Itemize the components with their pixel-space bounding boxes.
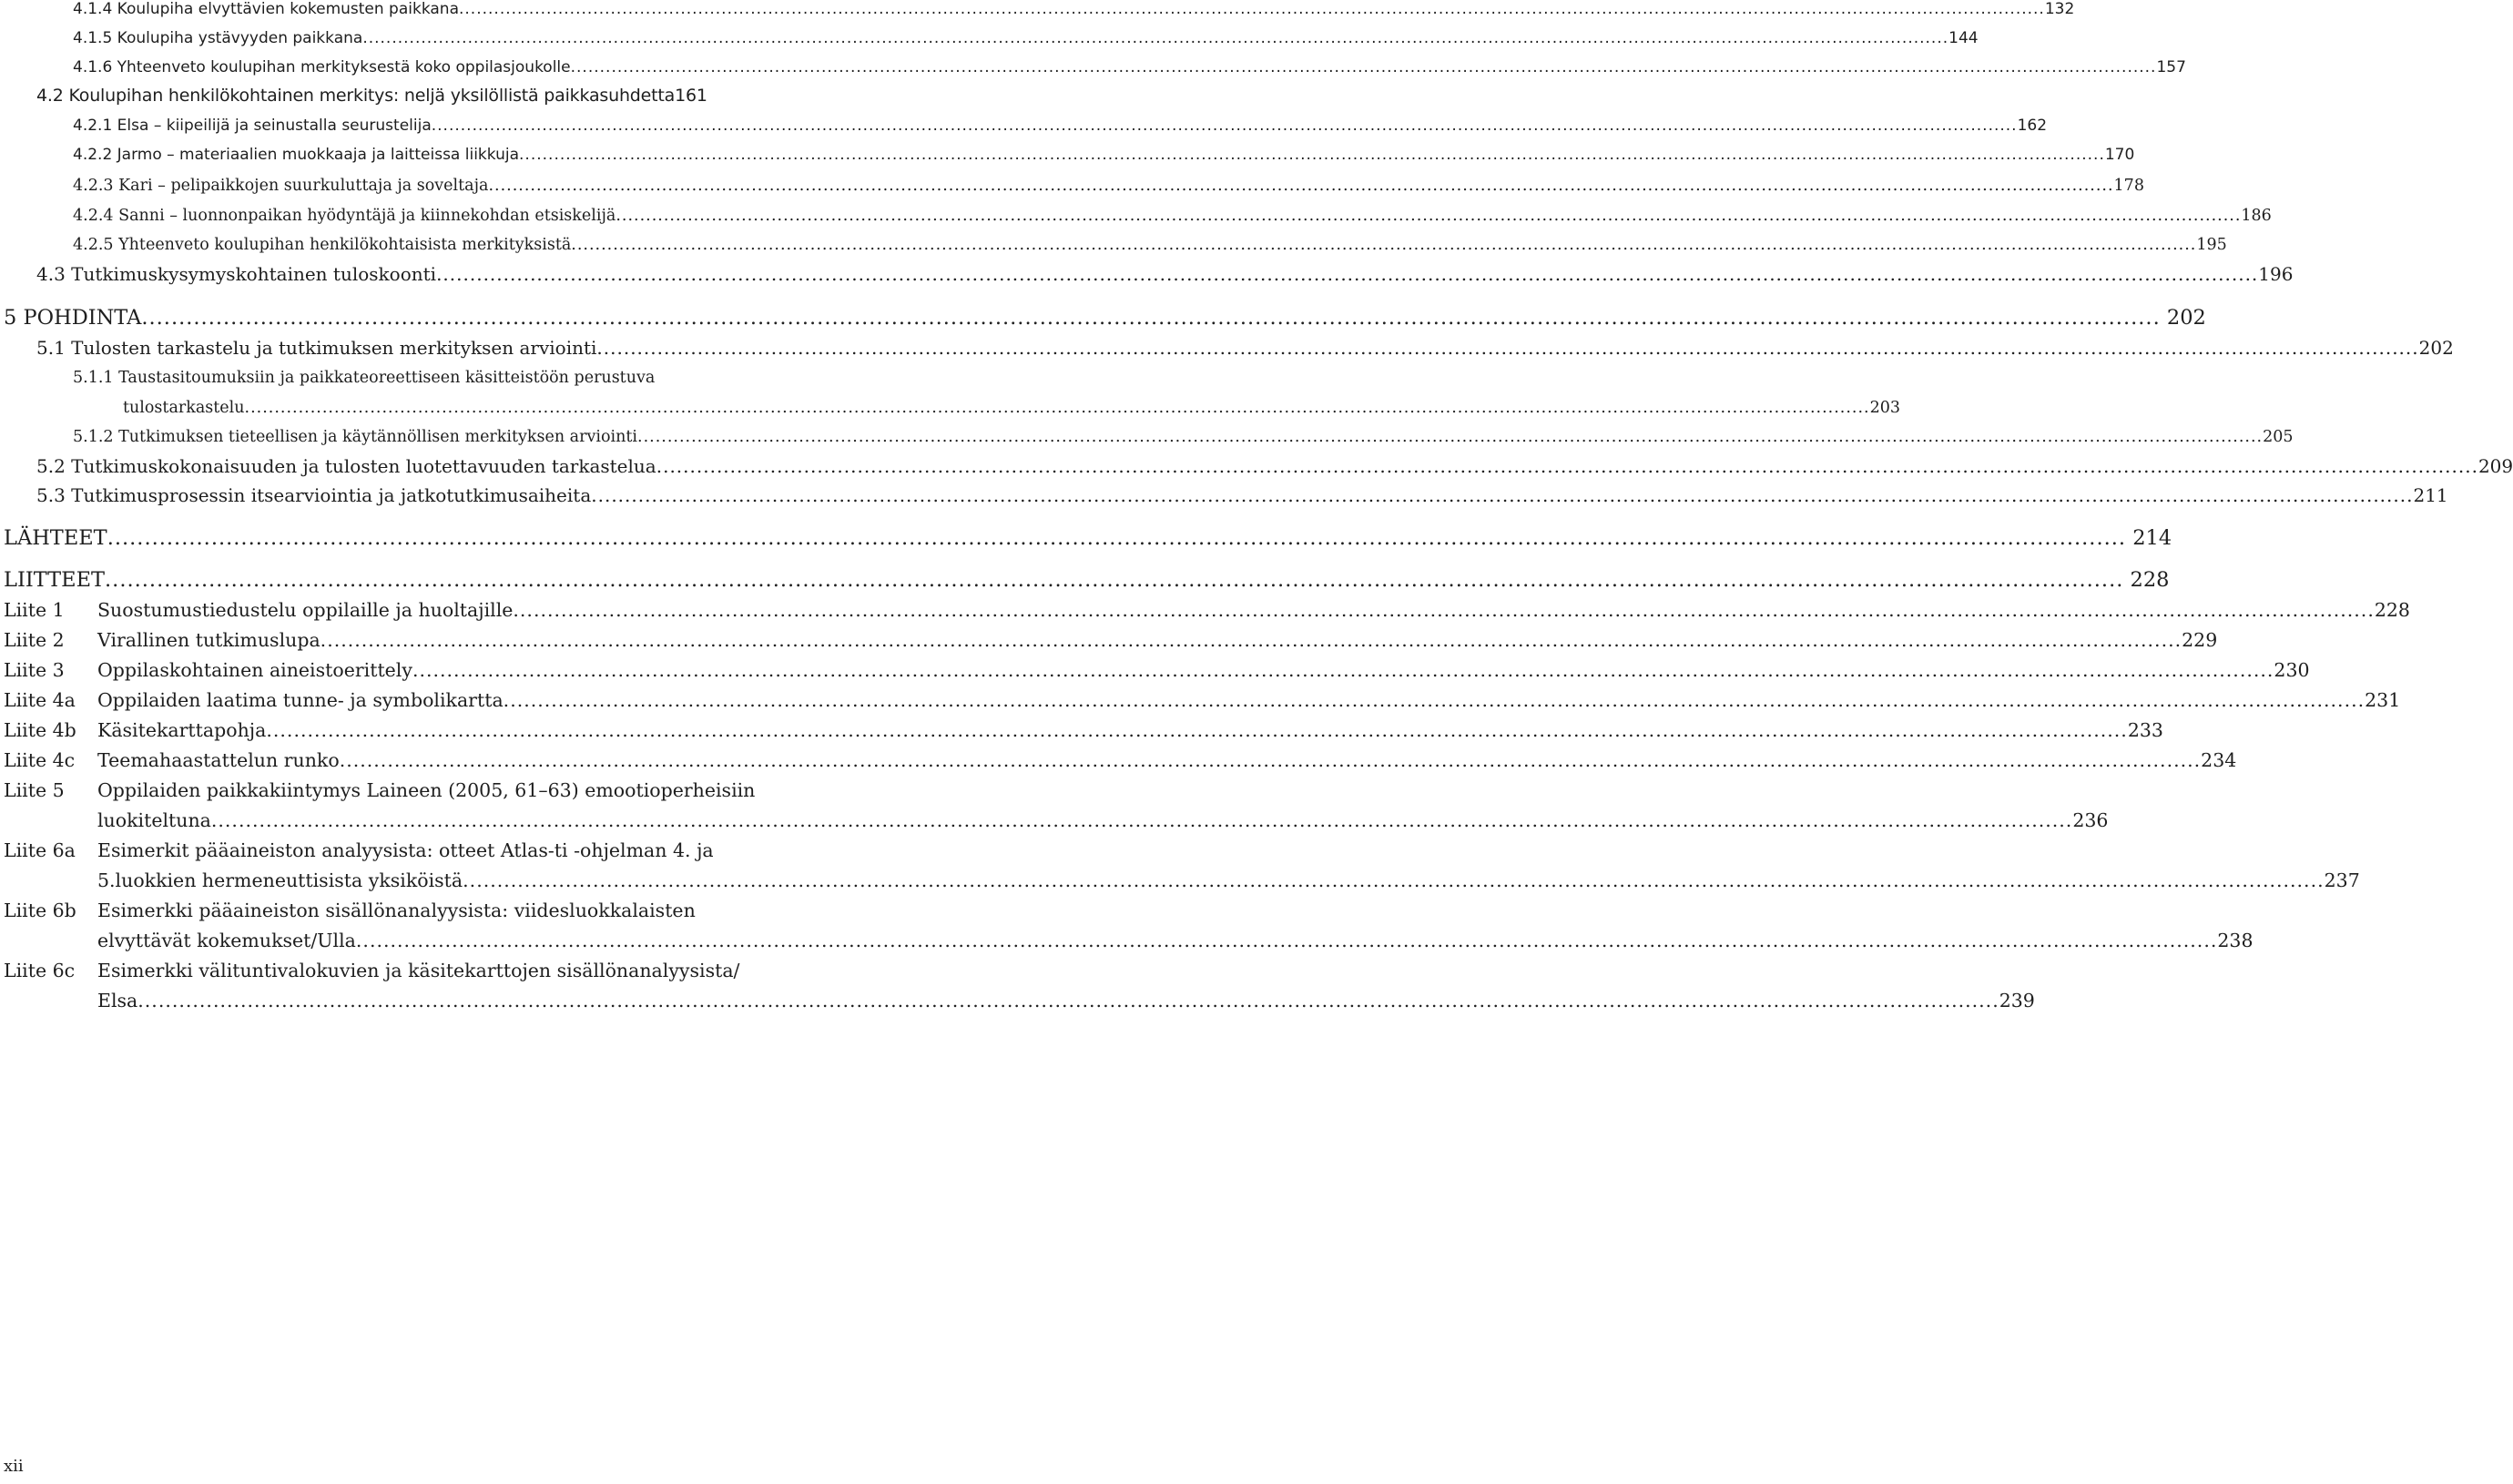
toc-title: Tutkimuskysymyskohtainen tuloskoonti bbox=[71, 263, 437, 285]
leader-dots bbox=[412, 656, 2274, 686]
toc-page: 202 bbox=[2166, 306, 2206, 330]
toc-title: Taustasitoumuksiin ja paikkateoreettiseen käsitteistöön perustuva bbox=[118, 369, 656, 387]
toc-number: 5.2 bbox=[36, 455, 66, 477]
toc-entry[interactable] bbox=[73, 29, 1979, 47]
toc-entry[interactable] bbox=[73, 207, 2272, 225]
leader-dots bbox=[320, 625, 2182, 656]
appendix-page: 239 bbox=[1999, 990, 2035, 1011]
toc-title: Elsa – kiipeilijä ja seinustalla seurustelija bbox=[117, 117, 432, 135]
toc-title: Tulosten tarkastelu ja tutkimuksen merkityksen arviointi bbox=[71, 337, 597, 359]
toc-number: 4.2.3 bbox=[73, 177, 114, 195]
toc-entry[interactable] bbox=[4, 568, 2170, 592]
appendix-label: Liite 6a bbox=[4, 839, 76, 861]
toc-number: 5.1 bbox=[36, 337, 66, 359]
toc-page: 205 bbox=[2263, 428, 2294, 446]
toc-page: 214 bbox=[2132, 526, 2172, 550]
leader-dots bbox=[504, 686, 2365, 716]
toc-number: 4.2.1 bbox=[73, 117, 113, 135]
toc-page: 195 bbox=[2196, 236, 2227, 254]
toc-number: 4.2 bbox=[36, 86, 64, 106]
toc-number: 4.2.4 bbox=[73, 207, 114, 225]
toc-entry-line2[interactable] bbox=[123, 399, 1901, 417]
leader-dots bbox=[616, 207, 2241, 225]
appendix-title: Esimerkki välituntivalokuvien ja käsitekarttojen sisällönanalyysista/ bbox=[97, 960, 740, 981]
toc-page: 186 bbox=[2241, 207, 2272, 225]
page-number: xii bbox=[4, 1457, 24, 1476]
appendix-label: Liite 4b bbox=[4, 719, 76, 741]
toc-page: 144 bbox=[1948, 29, 1979, 47]
appendix-page: 230 bbox=[2274, 659, 2310, 681]
appendix-label: Liite 2 bbox=[4, 629, 65, 651]
toc-title: Sanni – luonnonpaikan hyödyntäjä ja kiinnekohdan etsiskelijä bbox=[118, 207, 616, 225]
toc-number: 4.1.6 bbox=[73, 58, 113, 76]
toc-title: Koulupiha elvyttävien kokemusten paikkana bbox=[117, 0, 459, 18]
toc-page: 157 bbox=[2156, 58, 2186, 76]
toc-number: 4.2.2 bbox=[73, 146, 113, 164]
toc-page: 196 bbox=[2258, 263, 2294, 285]
leader-dots bbox=[637, 428, 2263, 446]
leader-dots bbox=[105, 568, 2123, 592]
toc-title-continued: tulostarkastelu bbox=[123, 399, 245, 417]
appendix-entry[interactable] bbox=[4, 956, 2035, 1016]
toc-title: Koulupihan henkilökohtainen merkitys: neljä yksilöllistä paikkasuhdetta bbox=[68, 86, 676, 106]
appendix-label: Liite 1 bbox=[4, 599, 65, 621]
toc-page: 203 bbox=[1869, 399, 1901, 417]
appendix-entry[interactable] bbox=[4, 625, 2218, 656]
toc-title: Koulupiha ystävyyden paikkana bbox=[117, 29, 363, 47]
appendix-title: Virallinen tutkimuslupa bbox=[97, 629, 320, 651]
leader-dots bbox=[432, 117, 2018, 135]
appendix-entry[interactable] bbox=[4, 776, 2109, 836]
appendix-label: Liite 4c bbox=[4, 749, 76, 771]
appendix-page: 229 bbox=[2182, 629, 2218, 651]
appendix-page: 237 bbox=[2324, 869, 2360, 891]
toc-entry[interactable] bbox=[73, 236, 2227, 254]
leader-dots bbox=[571, 58, 2157, 76]
leader-dots bbox=[488, 177, 2113, 195]
appendix-entry[interactable] bbox=[4, 746, 2237, 776]
appendix-title: Esimerkki pääaineiston sisällönanalyysista: viidesluokkalaisten bbox=[97, 900, 696, 921]
appendix-title: Esimerkit pääaineiston analyysista: otteet Atlas-ti -ohjelman 4. ja bbox=[97, 839, 714, 861]
toc-title: Jarmo – materiaalien muokkaaja ja laitteissa liikkuja bbox=[117, 146, 520, 164]
leader-dots bbox=[362, 29, 1948, 47]
toc-page: 132 bbox=[2044, 0, 2075, 18]
toc-entry[interactable] bbox=[36, 337, 2454, 359]
toc-page: 170 bbox=[2104, 146, 2135, 164]
appendix-entry[interactable] bbox=[4, 836, 2360, 896]
appendix-label: Liite 6b bbox=[4, 900, 76, 921]
appendix-title-continued: 5.luokkien hermeneuttisista yksiköistä bbox=[97, 869, 463, 891]
toc-title: Tutkimuksen tieteellisen ja käytännöllisen merkityksen arviointi bbox=[118, 428, 637, 446]
leader-dots bbox=[266, 716, 2127, 746]
appendix-title: Oppilaiden laatima tunne- ja symbolikartta bbox=[97, 689, 504, 711]
leader-dots bbox=[656, 455, 2478, 477]
appendix-page: 236 bbox=[2072, 809, 2109, 831]
leader-dots bbox=[463, 866, 2324, 896]
appendix-title: Oppilaskohtainen aineistoerittely bbox=[97, 659, 412, 681]
appendix-title-continued: luokiteltuna bbox=[97, 809, 211, 831]
leader-dots bbox=[107, 526, 2126, 550]
toc-entry-line1[interactable] bbox=[73, 369, 655, 387]
toc-entry[interactable] bbox=[4, 306, 2206, 330]
appendix-title: Suostumustiedustelu oppilaille ja huoltajille bbox=[97, 599, 514, 621]
toc-number: 5.3 bbox=[36, 484, 66, 506]
leader-dots bbox=[137, 986, 1999, 1016]
toc-entry[interactable] bbox=[36, 484, 2448, 506]
leader-dots bbox=[513, 595, 2374, 625]
leader-dots bbox=[141, 306, 2160, 330]
appendix-page: 231 bbox=[2365, 689, 2401, 711]
toc-entry[interactable] bbox=[73, 177, 2144, 195]
appendix-title: Käsitekarttapohja bbox=[97, 719, 267, 741]
toc-page: 209 bbox=[2477, 455, 2513, 477]
toc-page: 178 bbox=[2113, 177, 2144, 195]
toc-entry[interactable] bbox=[36, 86, 836, 106]
toc-entry[interactable] bbox=[73, 117, 2048, 135]
appendix-entry[interactable] bbox=[4, 686, 2401, 716]
appendix-title: Teemahaastattelun runko bbox=[97, 749, 340, 771]
toc-title: Tutkimusprosessin itsearviointia ja jatkotutkimusaiheita bbox=[71, 484, 592, 506]
toc-title: Yhteenveto koulupihan henkilökohtaisista merkityksistä bbox=[118, 236, 572, 254]
leader-dots bbox=[519, 146, 2105, 164]
appendix-page: 234 bbox=[2201, 749, 2237, 771]
toc-title: LÄHTEET bbox=[4, 526, 107, 550]
appendix-page: 233 bbox=[2127, 719, 2163, 741]
toc-entry[interactable] bbox=[73, 428, 2294, 446]
appendix-entry[interactable] bbox=[4, 896, 2254, 956]
leader-dots bbox=[459, 0, 2045, 18]
appendix-title-continued: elvyttävät kokemukset/Ulla bbox=[97, 930, 356, 951]
toc-page: 211 bbox=[2413, 484, 2448, 506]
toc-title: Yhteenveto koulupihan merkityksestä koko oppilasjoukolle bbox=[117, 58, 571, 76]
toc-page: 162 bbox=[2017, 117, 2048, 135]
toc-entry[interactable] bbox=[73, 146, 2135, 164]
toc-title: Kari – pelipaikkojen suurkuluttaja ja soveltaja bbox=[118, 177, 489, 195]
toc-number: 4.1.4 bbox=[73, 0, 113, 18]
toc-entry[interactable] bbox=[73, 58, 2186, 76]
leader-dots bbox=[596, 337, 2418, 359]
leader-dots bbox=[436, 263, 2258, 285]
toc-entry[interactable] bbox=[36, 263, 2294, 285]
toc-number: 5.1.1 bbox=[73, 369, 114, 387]
appendix-entry[interactable] bbox=[4, 656, 2310, 686]
leader-dots bbox=[340, 746, 2201, 776]
leader-dots bbox=[591, 484, 2413, 506]
toc-page: 161 bbox=[675, 86, 707, 106]
leader-dots bbox=[211, 806, 2072, 836]
appendix-label: Liite 6c bbox=[4, 960, 76, 981]
toc-page: 228 bbox=[2130, 568, 2170, 592]
toc-entry[interactable] bbox=[36, 455, 2513, 477]
leader-dots bbox=[571, 236, 2196, 254]
appendix-entry[interactable] bbox=[4, 595, 2410, 625]
toc-number: 5.1.2 bbox=[73, 428, 114, 446]
appendix-label: Liite 4a bbox=[4, 689, 76, 711]
appendix-page: 228 bbox=[2374, 599, 2410, 621]
toc-number: 4.3 bbox=[36, 263, 66, 285]
toc-entry[interactable] bbox=[4, 526, 2172, 550]
toc-number: 5 bbox=[4, 306, 17, 330]
leader-dots bbox=[245, 399, 1870, 417]
appendix-title: Oppilaiden paikkakiintymys Laineen (2005, 61–63) emootioperheisiin bbox=[97, 779, 756, 801]
appendix-label: Liite 5 bbox=[4, 779, 65, 801]
toc-title: Tutkimuskokonaisuuden ja tulosten luotettavuuden tarkastelua bbox=[71, 455, 656, 477]
toc-number: 4.1.5 bbox=[73, 29, 113, 47]
appendix-page: 238 bbox=[2217, 930, 2254, 951]
toc-page: 202 bbox=[2418, 337, 2454, 359]
leader-dots bbox=[356, 926, 2217, 956]
toc-title: LIITTEET bbox=[4, 568, 106, 592]
toc-number: 4.2.5 bbox=[73, 236, 114, 254]
toc-entry[interactable] bbox=[73, 0, 2075, 18]
appendix-entry[interactable] bbox=[4, 716, 2163, 746]
toc-title: POHDINTA bbox=[23, 306, 142, 330]
appendix-label: Liite 3 bbox=[4, 659, 65, 681]
appendix-title-continued: Elsa bbox=[97, 990, 138, 1011]
